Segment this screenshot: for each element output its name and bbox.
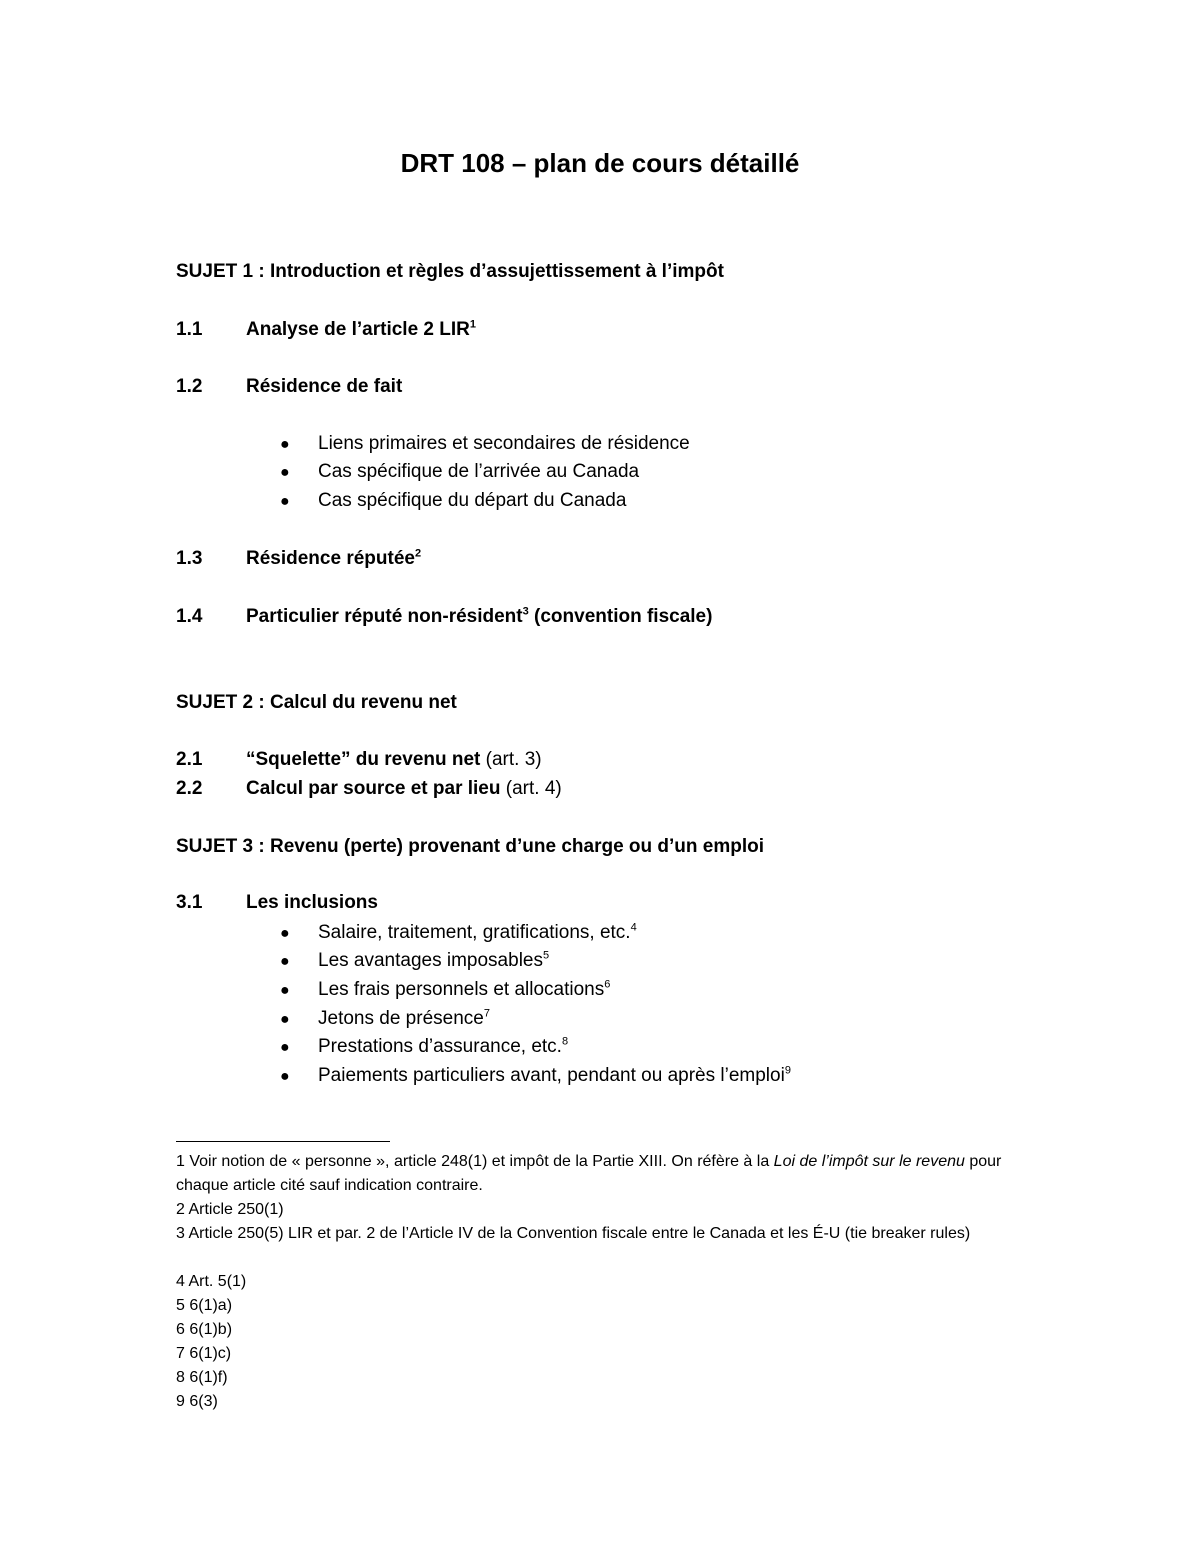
section-3-1 — [176, 890, 378, 916]
footnote-ref: 4 — [630, 921, 637, 934]
section-note: (convention fiscale) — [528, 606, 713, 627]
section-1-3 — [176, 546, 421, 572]
footnote-3: 3 Article 250(5) LIR et par. 2 de l’Article IV de la Convention fiscale entre le Canada et les É-U (tie breaker rules) — [176, 1225, 971, 1242]
footnote-4: 4 Art. 5(1) — [176, 1273, 247, 1290]
list-item: ● Les avantages imposables$^5$ — [280, 948, 549, 975]
section-2-2 — [176, 776, 562, 802]
section-1-2 — [176, 374, 402, 400]
list-item: ● Paiements particuliers avant, pendant ou après l’emploi$^9$ — [280, 1063, 791, 1090]
footnote-1: 1 Voir notion de « personne », article 248(1) et impôt de la Partie XIII. On réfère à la Loi de l’impôt sur le revenu pour chaque article cité sauf indication contraire. — [176, 1153, 1002, 1194]
footnote-ref: 7 — [483, 1007, 490, 1020]
section-number: 2.2 — [176, 778, 203, 799]
list-item: ● Salaire, traitement, gratifications, etc.$^4$ — [280, 920, 637, 947]
footnote-ref: 1 — [469, 318, 476, 331]
section-title: Les inclusions — [246, 892, 378, 913]
section-title: Résidence réputée — [246, 548, 415, 569]
bullet-icon: ● — [280, 436, 290, 453]
footnote-ref: 9 — [784, 1064, 791, 1077]
section-title: Calcul par source et par lieu — [246, 778, 501, 799]
footnote-ref: 2 — [414, 547, 422, 560]
section-2-1 — [176, 747, 542, 773]
subject-1-heading: SUJET 1 : Introduction et règles d’assujettissement à l’impôt — [176, 261, 724, 282]
bullet-icon: ● — [280, 464, 290, 481]
section-1-1 — [176, 317, 476, 343]
subject-3-heading: SUJET 3 : Revenu (perte) provenant d’une charge ou d’un emploi — [176, 836, 765, 857]
footnote-separator — [176, 1141, 390, 1142]
list-item: ● Prestations d’assurance, etc.$^8$ — [280, 1034, 568, 1061]
section-note: (art. 4) — [500, 778, 562, 799]
bullet-icon: ● — [280, 925, 290, 942]
section-title: Analyse de l’article 2 LIR — [246, 319, 470, 340]
bullet-icon: ● — [280, 953, 290, 970]
section-number: 1.1 — [176, 319, 203, 340]
list-item: ● Cas spécifique de l’arrivée au Canada — [280, 459, 639, 486]
footnote-ref: 8 — [561, 1035, 569, 1048]
footnote-ref: 5 — [542, 949, 550, 962]
subject-2-heading: SUJET 2 : Calcul du revenu net — [176, 692, 457, 713]
list-item: ● Les frais personnels et allocations$^6$ — [280, 977, 610, 1004]
footnote-ref: 6 — [604, 978, 611, 991]
section-number: 1.4 — [176, 606, 203, 627]
bullet-icon: ● — [280, 493, 290, 510]
footnote-6: 6 6(1)b) — [176, 1321, 233, 1338]
section-number: 1.3 — [176, 548, 203, 569]
section-1-4 — [176, 604, 712, 630]
section-number: 2.1 — [176, 749, 203, 770]
footnote-7: 7 6(1)c) — [176, 1345, 232, 1362]
list-item: ● Liens primaires et secondaires de résidence — [280, 431, 690, 458]
footnote-2: 2 Article 250(1) — [176, 1201, 284, 1218]
section-number: 3.1 — [176, 892, 203, 913]
section-title: “Squelette” du revenu net — [246, 749, 481, 770]
footnote-8: 8 6(1)f) — [176, 1369, 228, 1386]
list-item: ● Cas spécifique du départ du Canada — [280, 488, 626, 515]
list-item: ● Jetons de présence$^7$ — [280, 1006, 490, 1033]
footnote-5: 5 6(1)a) — [176, 1297, 233, 1314]
bullet-icon: ● — [280, 982, 290, 999]
section-title: Résidence de fait — [246, 376, 403, 397]
section-note: (art. 3) — [480, 749, 542, 770]
page-title: DRT 108 – plan de cours détaillé — [400, 148, 800, 178]
bullet-icon: ● — [280, 1011, 290, 1028]
section-number: 1.2 — [176, 376, 203, 397]
footnote-ref: 3 — [522, 605, 529, 618]
section-title: Particulier réputé non-résident — [246, 606, 523, 627]
bullet-icon: ● — [280, 1068, 290, 1085]
footnote-9: 9 6(3) — [176, 1393, 218, 1410]
bullet-icon: ● — [280, 1039, 290, 1056]
